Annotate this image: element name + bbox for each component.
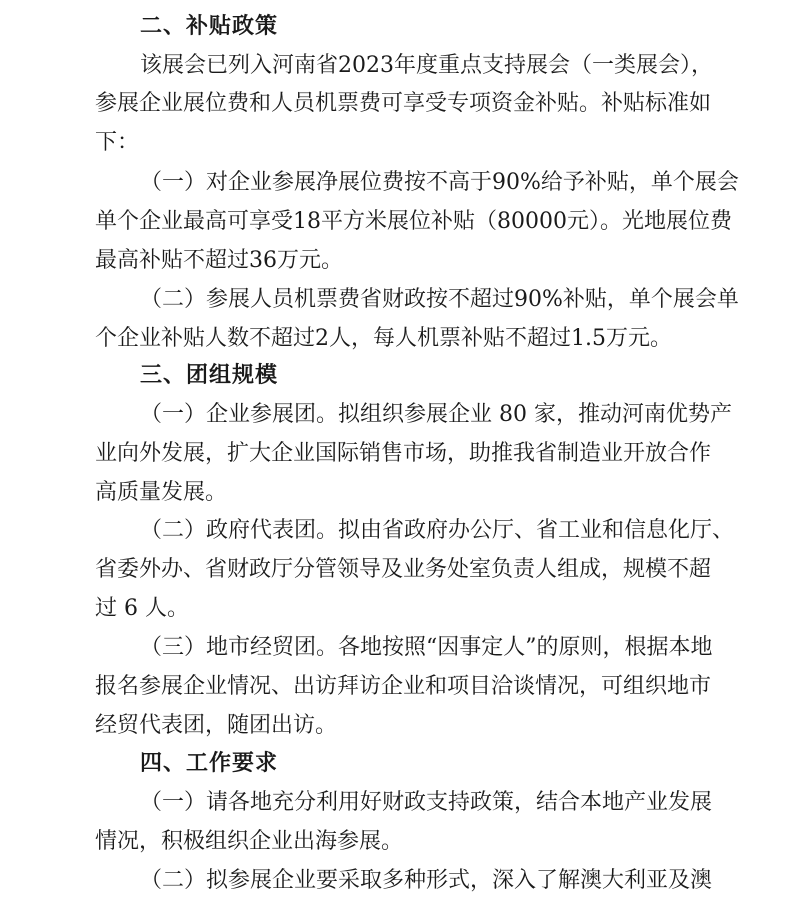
paragraph-line: 单个企业最高可享受18平方米展位补贴（80000元）。光地展位费 <box>95 209 732 234</box>
paragraph-line: 下： <box>95 130 140 155</box>
section-heading-delegation-scale: 三、团组规模 <box>140 363 279 388</box>
paragraph-line: 该展会已列入河南省2023年度重点支持展会（一类展会）， <box>140 53 713 78</box>
paragraph-line: （一）企业参展团。拟组织参展企业 80 家，推动河南优势产 <box>140 402 732 427</box>
paragraph-line: （一）对企业参展净展位费按不高于90%给予补贴，单个展会 <box>140 170 739 195</box>
paragraph-line: 过 6 人。 <box>95 596 189 621</box>
paragraph-line: （二）政府代表团。拟由省政府办公厅、省工业和信息化厅、 <box>140 518 735 543</box>
paragraph-line: 业向外发展，扩大企业国际销售市场，助推我省制造业开放合作 <box>95 441 712 466</box>
paragraph-line: 高质量发展。 <box>95 480 228 505</box>
paragraph-line: 报名参展企业情况、出访拜访企业和项目洽谈情况，可组织地市 <box>95 674 712 699</box>
paragraph-line: （二）参展人员机票费省财政按不超过90%补贴，单个展会单 <box>140 287 739 312</box>
paragraph-line: 经贸代表团，随团出访。 <box>95 713 338 738</box>
paragraph-line: （一）请各地充分利用好财政支持政策，结合本地产业发展 <box>140 790 713 815</box>
paragraph-line: 参展企业展位费和人员机票费可享受专项资金补贴。补贴标准如 <box>95 91 712 116</box>
paragraph-line: （三）地市经贸团。各地按照“因事定人”的原则，根据本地 <box>140 635 713 660</box>
section-heading-subsidy-policy: 二、补贴政策 <box>140 14 279 39</box>
paragraph-line: 情况，积极组织企业出海参展。 <box>95 829 404 854</box>
paragraph-line: （二）拟参展企业要采取多种形式，深入了解澳大利亚及澳 <box>140 868 713 893</box>
paragraph-line: 个企业补贴人数不超过2人，每人机票补贴不超过1.5万元。 <box>95 326 672 351</box>
paragraph-line: 最高补贴不超过36万元。 <box>95 248 343 273</box>
section-heading-work-requirements: 四、工作要求 <box>140 751 279 776</box>
paragraph-line: 省委外办、省财政厅分管领导及业务处室负责人组成，规模不超 <box>95 557 712 582</box>
